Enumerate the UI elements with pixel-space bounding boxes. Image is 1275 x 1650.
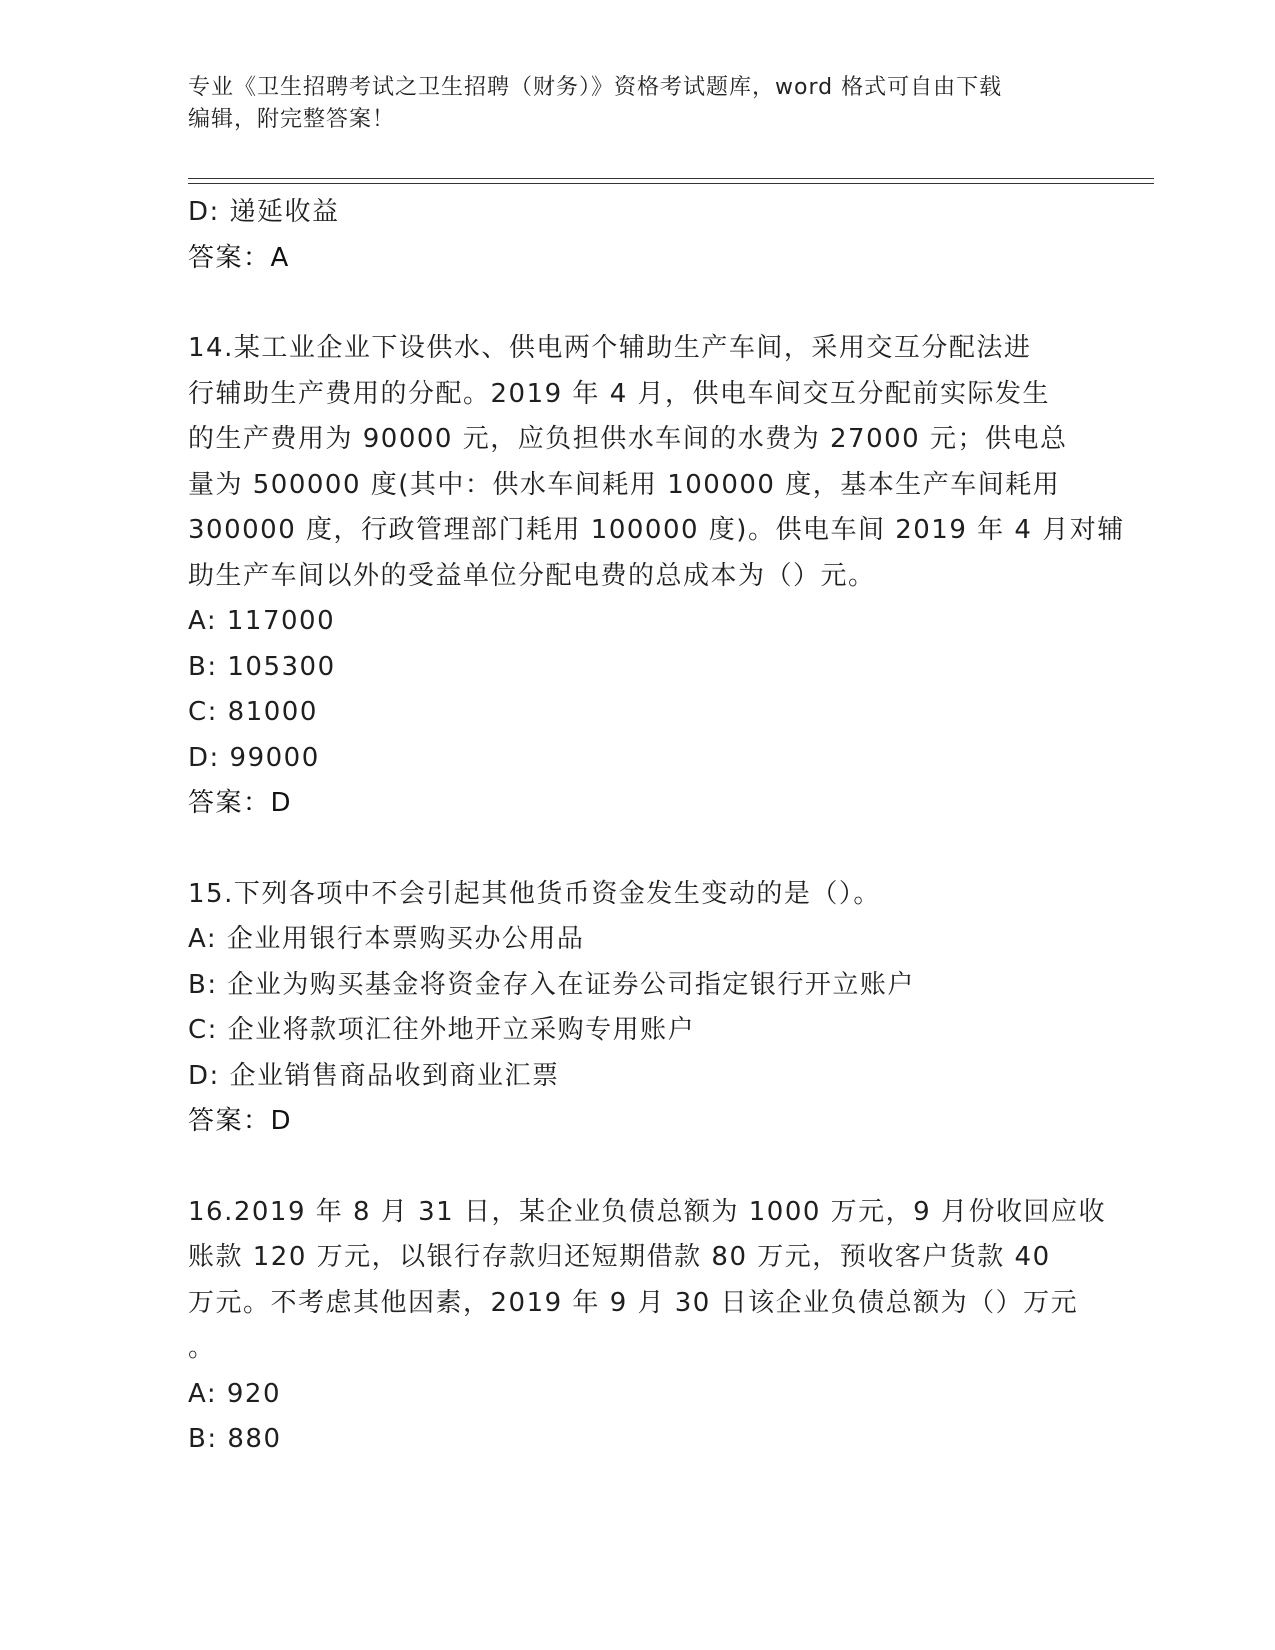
answer-line: 答案：D	[188, 788, 293, 818]
document-body	[188, 190, 1125, 1463]
spacer	[188, 827, 1088, 872]
header-divider	[188, 178, 1154, 184]
option-d: D: 企业销售商品收到商业汇票	[188, 1060, 560, 1091]
option-d: D: 递延收益	[188, 197, 340, 227]
question-text-line: 万元。不考虑其他因素，2019 年 9 月 30 日该企业负债总额为（）万元	[188, 1287, 1079, 1318]
question-text-line: 15.下列各项中不会引起其他货币资金发生变动的是（）。	[188, 878, 881, 909]
option-a: A: 企业用银行本票购买办公用品	[188, 924, 585, 954]
option-a: A: 117000	[188, 606, 336, 636]
question-14	[188, 326, 1125, 827]
question-text-line: 。	[188, 1333, 216, 1363]
document-header	[188, 72, 1068, 136]
question-text-line: 300000 度，行政管理部门耗用 100000 度)。供电车间 2019 年 4 月对辅	[188, 515, 1125, 545]
spacer	[188, 1145, 1088, 1190]
option-c: C: 企业将款项汇往外地开立采购专用账户	[188, 1015, 696, 1045]
header-line-1: 专业《卫生招聘考试之卫生招聘（财务）》资格考试题库，word 格式可自由下载	[188, 75, 1003, 100]
question-text-line: 的生产费用为 90000 元，应负担供水车间的水费为 27000 元；供电总	[188, 424, 1068, 454]
question-text-line: 14.某工业企业下设供水、供电两个辅助生产车间，采用交互分配法进	[188, 333, 1032, 363]
question-16	[188, 1190, 1106, 1463]
answer-line: 答案：D	[188, 1106, 293, 1136]
question-text-line: 助生产车间以外的受益单位分配电费的总成本为（）元。	[188, 560, 876, 591]
question-15	[188, 872, 1088, 1145]
option-d: D: 99000	[188, 742, 320, 773]
question-text-line: 账款 120 万元，以银行存款归还短期借款 80 万元，预收客户货款 40	[188, 1242, 1051, 1272]
option-b: B: 880	[188, 1424, 282, 1454]
option-c: C: 81000	[188, 697, 318, 727]
previous-question-tail	[188, 190, 1088, 281]
option-b: B: 105300	[188, 651, 336, 682]
option-a: A: 920	[188, 1378, 281, 1409]
question-text-line: 行辅助生产费用的分配。2019 年 4 月，供电车间交互分配前实际发生	[188, 378, 1051, 409]
spacer	[188, 281, 1088, 326]
question-text-line: 量为 500000 度(其中：供水车间耗用 100000 度，基本生产车间耗用	[188, 469, 1061, 500]
option-b: B: 企业为购买基金将资金存入在证券公司指定银行开立账户	[188, 969, 915, 1000]
question-text-line: 16.2019 年 8 月 31 日，某企业负债总额为 1000 万元，9 月份收回应收	[188, 1196, 1106, 1227]
header-line-2: 编辑，附完整答案！	[188, 107, 396, 132]
answer-line: 答案：A	[188, 242, 290, 273]
